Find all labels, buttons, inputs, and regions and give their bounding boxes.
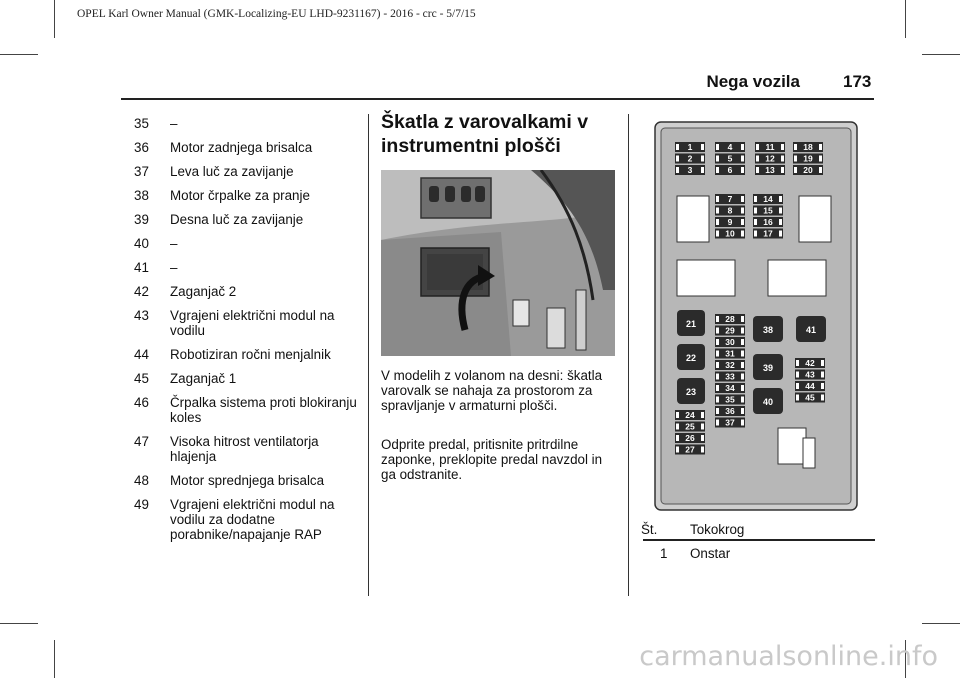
list-item (134, 236, 360, 251)
fuse-terminal (741, 328, 744, 334)
fuse-terminal (794, 167, 797, 173)
fuse-terminal (716, 231, 719, 237)
fuse-terminal (716, 156, 719, 162)
fuse-terminal (796, 372, 799, 378)
fuse-terminal (741, 397, 744, 403)
fuse-label: 41 (805, 325, 817, 335)
list-item (134, 188, 360, 203)
document-meta: OPEL Karl Owner Manual (GMK-Localizing-EU LHD-9231167) - 2016 - crc - 5/7/15 (77, 8, 476, 20)
fuse-terminal (716, 374, 719, 380)
list-item (134, 116, 360, 131)
fuse-circuit: Zaganjač 1 (170, 371, 237, 386)
table-header-circuit: Tokokrog (690, 522, 745, 537)
fuse-label: 8 (727, 205, 733, 216)
fuse-circuit: – (170, 116, 178, 131)
fuse-number: 46 (134, 395, 149, 410)
fuse-terminal (741, 316, 744, 322)
fuse-label: 9 (727, 217, 733, 227)
fuse-number: 35 (134, 116, 149, 131)
fuse-label: 30 (725, 337, 735, 347)
fuse-circuit: Črpalka sistema proti blokiranju koles (170, 395, 357, 425)
fuse-label: 21 (685, 319, 697, 329)
fuse-label: 24 (685, 410, 695, 420)
fuse-label: 33 (725, 371, 735, 382)
fuse-terminal (716, 397, 719, 403)
fuse-circuit: Motor sprednjega brisalca (170, 473, 325, 488)
fuse-label: 2 (687, 153, 693, 164)
fuse-terminal (701, 447, 704, 453)
fuse-circuit: – (170, 260, 178, 275)
header-rule (121, 98, 874, 100)
fuse-terminal (779, 231, 782, 237)
fuse-terminal (701, 424, 704, 430)
fuse-terminal (779, 196, 782, 202)
fuse-terminal (779, 208, 782, 214)
fuse-terminal (716, 385, 719, 391)
fuse-label: 12 (765, 153, 775, 164)
fuse-number: 47 (134, 434, 149, 449)
table-cell-circuit: Onstar (690, 546, 731, 561)
fuse-terminal (716, 328, 719, 334)
fuse-circuit: Vgrajeni električni modul na vodilu za dodatne porabnike/napajanje RAP (170, 497, 335, 542)
fuse-terminal (701, 156, 704, 162)
fuse-terminal (741, 144, 744, 150)
fuse-terminal (821, 360, 824, 366)
fuse-terminal (716, 339, 719, 345)
list-item (134, 371, 360, 386)
fuse-number: 44 (134, 347, 149, 362)
fuse-terminal (716, 408, 719, 414)
fuse-circuit: Desna luč za zavijanje (170, 212, 304, 227)
fuse-terminal (741, 196, 744, 202)
fuse-circuit: Vgrajeni električni modul na vodilu (170, 308, 335, 338)
fuse-terminal (796, 360, 799, 366)
fuse-terminal (781, 156, 784, 162)
table-header-number: Št. (641, 522, 658, 537)
fuse-terminal (821, 372, 824, 378)
fuse-label: 13 (765, 165, 775, 175)
fuse-label: 19 (803, 153, 813, 164)
fuse-label: 43 (805, 369, 815, 380)
list-item (134, 284, 360, 299)
list-item (134, 164, 360, 179)
list-item (134, 140, 360, 155)
fuse-label: 34 (725, 383, 735, 393)
fuse-label: 7 (727, 194, 733, 204)
list-item (134, 308, 360, 338)
fuse-number: 39 (134, 212, 149, 227)
fuse-label: 16 (763, 217, 773, 227)
fuse-terminal (754, 231, 757, 237)
fuse-label: 11 (765, 142, 775, 152)
fuse-terminal (741, 362, 744, 368)
fuse-terminal (676, 167, 679, 173)
watermark: carmanualsonline.info (639, 641, 938, 672)
fuse-box-location-illustration (381, 170, 615, 356)
fuse-circuit: Leva luč za zavijanje (170, 164, 294, 179)
crop-mark (922, 54, 960, 55)
fuse-terminal (741, 339, 744, 345)
fuse-circuit: – (170, 236, 178, 251)
fuse-terminal (821, 383, 824, 389)
relay-socket (799, 196, 831, 242)
fuse-number: 43 (134, 308, 149, 323)
fuse-label: 39 (762, 363, 774, 373)
fuse-terminal (716, 208, 719, 214)
fuse-number: 37 (134, 164, 149, 179)
fuse-terminal (676, 435, 679, 441)
fuse-terminal (754, 219, 757, 225)
fuse-terminal (676, 447, 679, 453)
fuse-label: 40 (762, 397, 774, 407)
fuse-terminal (819, 167, 822, 173)
fuse-label: 10 (725, 228, 735, 239)
fuse-terminal (741, 374, 744, 380)
relay-socket (677, 196, 709, 242)
fuse-label: 15 (763, 205, 773, 216)
fuse-label: 28 (725, 314, 735, 324)
fuse-label: 3 (687, 165, 693, 175)
fuse-terminal (741, 385, 744, 391)
list-item (134, 260, 360, 275)
list-item (134, 395, 360, 425)
fuse-terminal (676, 144, 679, 150)
connector (778, 428, 806, 464)
fuse-label: 4 (727, 142, 733, 152)
fuse-circuit: Zaganjač 2 (170, 284, 237, 299)
fuse-label: 27 (685, 444, 695, 455)
fuse-terminal (716, 219, 719, 225)
fuse-label: 38 (762, 325, 774, 335)
fuse-terminal (716, 351, 719, 357)
fuse-terminal (716, 167, 719, 173)
list-item (134, 434, 360, 464)
fuse-terminal (701, 144, 704, 150)
fuse-box-diagram (653, 120, 859, 512)
fuse-terminal (781, 144, 784, 150)
fuse-circuit: Visoka hitrost ventilatorja hlajenja (170, 434, 319, 464)
fuse-terminal (741, 408, 744, 414)
fuse-label: 42 (805, 358, 815, 368)
fuse-terminal (756, 167, 759, 173)
table-cell-number: 1 (660, 546, 668, 561)
fuse-terminal (676, 156, 679, 162)
list-item (134, 347, 360, 362)
fuse-label: 6 (727, 165, 733, 175)
fuse-terminal (741, 219, 744, 225)
fuse-terminal (821, 395, 824, 401)
fuse-terminal (794, 144, 797, 150)
fuse-label: 29 (725, 325, 735, 336)
fuse-number: 48 (134, 473, 149, 488)
fuse-terminal (741, 156, 744, 162)
fuse-label: 1 (687, 142, 693, 152)
fuse-number: 41 (134, 260, 149, 275)
relay-socket (768, 260, 826, 296)
fuse-label: 17 (763, 228, 773, 239)
crop-mark (54, 0, 55, 38)
fuse-terminal (716, 362, 719, 368)
relay-socket (677, 260, 735, 296)
fuse-terminal (741, 351, 744, 357)
fuse-terminal (701, 412, 704, 418)
fuse-label: 45 (805, 392, 815, 403)
fuse-terminal (676, 412, 679, 418)
fuse-terminal (796, 395, 799, 401)
paragraph-location: V modelih z volanom na desni: škatla varovalk se nahaja za prostorom za spravljanje v armaturni plošči. (381, 368, 603, 413)
fuse-label: 35 (725, 394, 735, 405)
page-number: 173 (843, 72, 872, 91)
fuse-terminal (716, 420, 719, 426)
crop-mark (922, 623, 960, 624)
section-title: Škatla z varovalkami v instrumentni plošči (381, 111, 589, 157)
fuse-terminal (716, 196, 719, 202)
fuse-terminal (701, 167, 704, 173)
fuse-label: 25 (685, 421, 695, 432)
fuse-label: 26 (685, 433, 695, 443)
crop-mark (0, 54, 38, 55)
fuse-label: 20 (803, 165, 813, 175)
fuse-label: 23 (685, 387, 697, 397)
fuse-terminal (741, 420, 744, 426)
fuse-terminal (781, 167, 784, 173)
paragraph-removal: Odprite predal, pritisnite pritrdilne zaponke, preklopite predal navzdol in ga odstranite. (381, 437, 603, 482)
column-divider (628, 114, 629, 596)
crop-mark (905, 0, 906, 38)
fuse-terminal (756, 156, 759, 162)
fuse-terminal (701, 435, 704, 441)
fuse-terminal (716, 144, 719, 150)
fuse-number: 42 (134, 284, 149, 299)
list-item (134, 212, 360, 227)
fuse-terminal (756, 144, 759, 150)
fuse-label: 31 (725, 348, 735, 359)
fuse-number: 49 (134, 497, 149, 512)
fuse-label: 32 (725, 360, 735, 370)
fuse-circuit: Motor zadnjega brisalca (170, 140, 313, 155)
fuse-terminal (741, 167, 744, 173)
fuse-list (134, 116, 360, 551)
fuse-terminal (779, 219, 782, 225)
list-item (134, 497, 360, 542)
fuse-terminal (819, 156, 822, 162)
fuse-terminal (796, 383, 799, 389)
fuse-number: 38 (134, 188, 149, 203)
fuse-number: 40 (134, 236, 149, 251)
section-header: Nega vozila (706, 72, 800, 91)
fuse-terminal (794, 156, 797, 162)
crop-mark (0, 623, 38, 624)
fuse-terminal (741, 231, 744, 237)
fuse-terminal (819, 144, 822, 150)
fuse-label: 18 (803, 142, 813, 152)
connector (803, 438, 815, 468)
fuse-terminal (676, 424, 679, 430)
fuse-label: 22 (685, 353, 697, 363)
fuse-label: 44 (805, 381, 815, 391)
crop-mark (54, 640, 55, 678)
table-rule (643, 539, 875, 541)
fuse-number: 36 (134, 140, 149, 155)
fuse-terminal (741, 208, 744, 214)
fuse-terminal (754, 196, 757, 202)
fuse-circuit: Robotiziran ročni menjalnik (170, 347, 331, 362)
fuse-circuit: Motor črpalke za pranje (170, 188, 310, 203)
column-divider (368, 114, 369, 596)
fuse-terminal (754, 208, 757, 214)
fuse-label: 14 (763, 194, 773, 204)
fuse-terminal (716, 316, 719, 322)
fuse-label: 36 (725, 406, 735, 416)
fuse-label: 37 (725, 417, 735, 428)
list-item (134, 473, 360, 488)
fuse-number: 45 (134, 371, 149, 386)
fuse-label: 5 (727, 153, 733, 164)
